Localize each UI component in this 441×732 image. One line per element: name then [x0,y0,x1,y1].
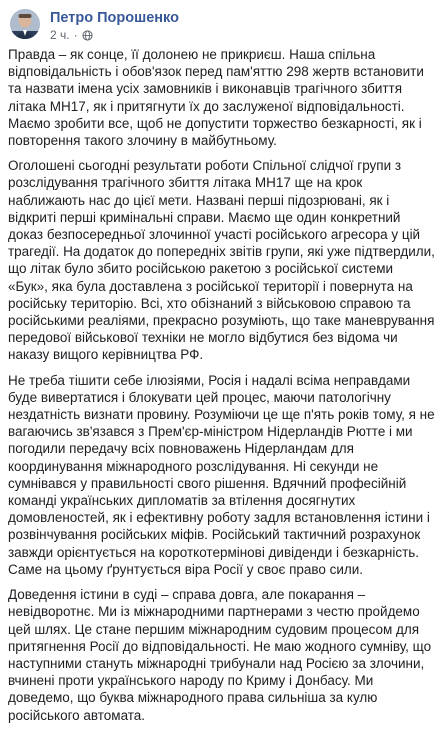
meta-separator: · [73,28,78,42]
globe-icon[interactable] [82,30,93,41]
author-avatar[interactable] [10,9,40,39]
post-timestamp[interactable]: 2 ч. [50,28,70,42]
post-header [10,9,431,41]
author-name[interactable]: Петро Порошенко [50,10,179,26]
post-body [8,46,436,732]
post-paragraph: Не треба тішити себе ілюзіями, Росія і надалі всіма неправдами буде вивертатися і блокувати цей процес, маючи патологічну нездатність визнати провину. Розуміючи це ще п'ять років тому, я не вагаючись зв'язався з Прем'єр-міністром Нідерландів Рютте і ми погодили передачу всіх повноважень Нідерландам для координування міжнародного розслідування. Ні секунди не сумнівався у правильності свого рішення. Вдячний професійній команді українських дипломатів за втілення досягнутих домовленостей, як і ефективну роботу задля встановлення істини і розвінчування російських міфів. Російський тактичний розрахунок завжди орієнтується на короткотермінові дивіденди і безкарність. Саме на цьому ґрунтується віра Росії у своє право сили. [8,372,435,577]
post-meta [50,28,93,42]
post-paragraph: Доведення істини в суді – справа довга, але покарання – невідворотнє. Ми із міжнародними партнерами з честю пройдемо цей шлях. Це стане першим міжнародним судовим процесом для притягнення Росії до відповідальності. Не маю жодного сумніву, що наступними стануть міжнародні трибунали над Росією за злочини, вчинені проти українського народу по Криму і Донбасу. Ми доведемо, що буква міжнародного права сильніша за кулю російського автомата. [8,587,432,723]
post-paragraph: Оголошені сьогодні результати роботи Спільної слідчої групи з розслідування трагічного збиття літака MH17 ще на крок наближають нас до цієї мети. Названі перші підозрювані, як і відкриті перші кримінальні справи. Маємо ще один конкретний доказ безпосередньої злочинної участі російського агресора у цій трагедії. На додаток до попередніх звітів групи, які уже підтвердили, що літак було збито російською ракетою з російської системи «Бук», яка була доставлена з російської території і повернута на російську територію. Всі, хто обізнаний з військовою справою та російськими реаліями, прекрасно розуміють, що таке маневрування передової військової техніки не могло відбутися без відома чи наказу вищого керівництва РФ. [8,158,435,363]
post-paragraph: Правда – як сонце, її долонею не прикриєш. Наша спільна відповідальність і обов'язок перед пам'яттю 298 жертв встановити та назвати імена усіх замовників і виконавців трагічного збиття літака MH17, як і притягнути їх до заслуженої відповідальності. Маємо зробити все, щоб не допустити торжество безкарності, як і повторення такого злочину в майбутньому. [8,47,424,149]
